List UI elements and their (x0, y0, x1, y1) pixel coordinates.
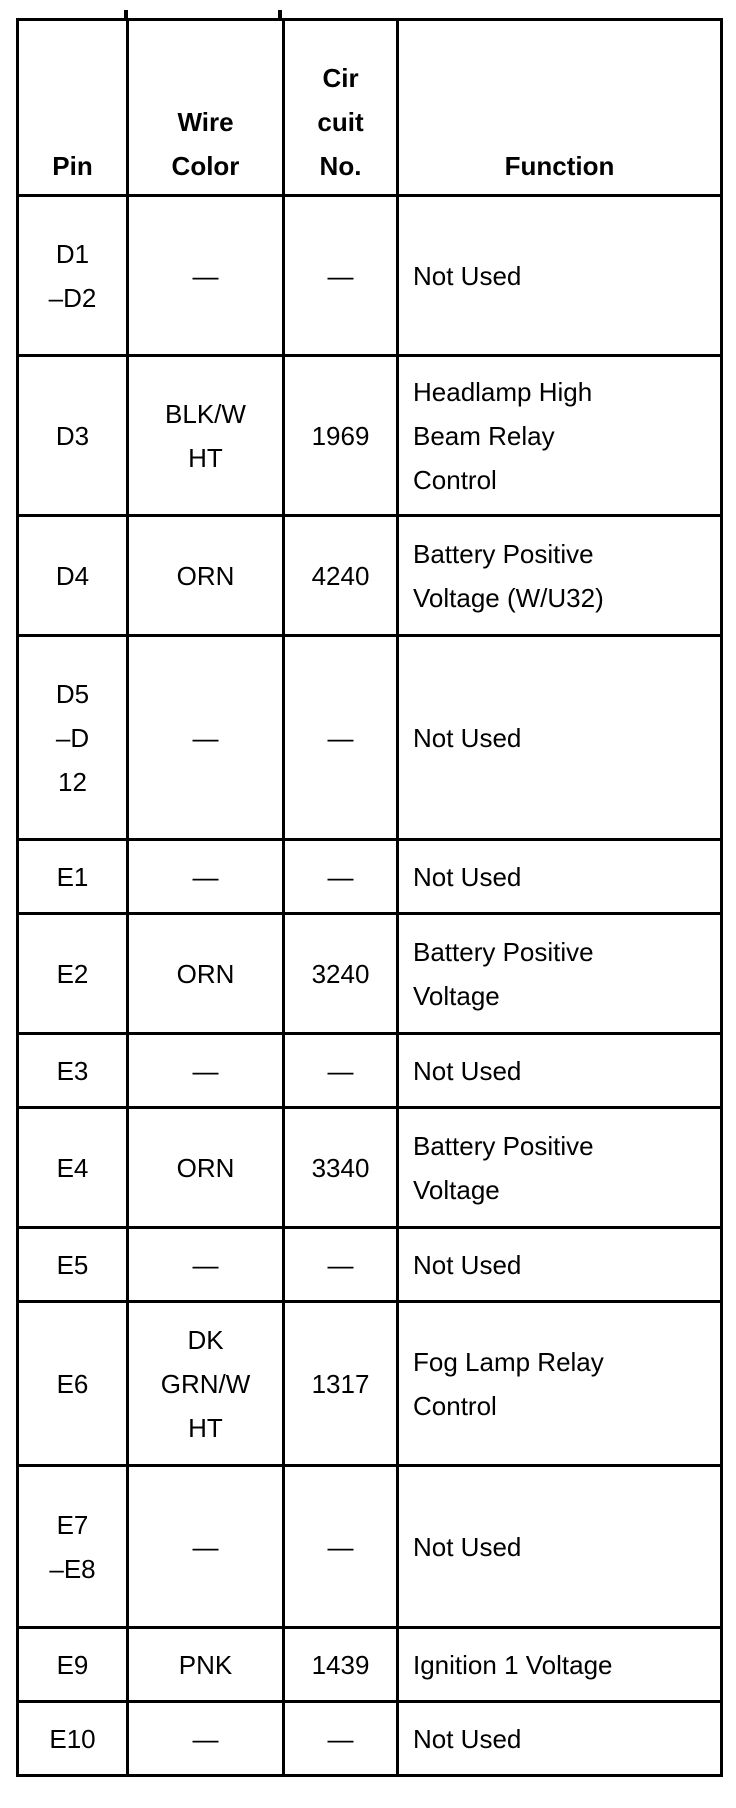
table-row (18, 1302, 722, 1466)
wire-color-cell: ORN (128, 516, 284, 636)
function-cell: Battery Positive Voltage (398, 914, 722, 1034)
circuit-number-cell: 1969 (284, 356, 398, 516)
table-row (18, 196, 722, 356)
wire-color-cell: PNK (128, 1628, 284, 1702)
circuit-number-cell: — (284, 196, 398, 356)
table-row (18, 636, 722, 840)
table-row (18, 914, 722, 1034)
circuit-number-cell: — (284, 1034, 398, 1108)
wire-color-cell: — (128, 840, 284, 914)
circuit-number-cell: 3240 (284, 914, 398, 1034)
circuit-number-cell: 4240 (284, 516, 398, 636)
wire-color-cell: — (128, 1702, 284, 1776)
pin-cell: E7 –E8 (18, 1466, 128, 1628)
function-cell: Not Used (398, 1034, 722, 1108)
pin-cell: E9 (18, 1628, 128, 1702)
function-cell: Not Used (398, 1702, 722, 1776)
header-wire-color: Wire Color (128, 20, 284, 196)
wire-color-cell: DK GRN/W HT (128, 1302, 284, 1466)
pin-cell: E6 (18, 1302, 128, 1466)
circuit-number-cell: — (284, 840, 398, 914)
pin-cell: D5 –D 12 (18, 636, 128, 840)
table-row (18, 1628, 722, 1702)
wire-color-cell: ORN (128, 914, 284, 1034)
wire-color-cell: ORN (128, 1108, 284, 1228)
circuit-number-cell: — (284, 1228, 398, 1302)
pin-cell: E1 (18, 840, 128, 914)
pin-cell: E2 (18, 914, 128, 1034)
function-cell: Not Used (398, 1228, 722, 1302)
function-cell: Not Used (398, 840, 722, 914)
table-row (18, 516, 722, 636)
function-cell: Not Used (398, 196, 722, 356)
table-header-row (18, 20, 722, 196)
pin-cell: D4 (18, 516, 128, 636)
table-row (18, 356, 722, 516)
table-row (18, 1466, 722, 1628)
function-cell: Battery Positive Voltage (398, 1108, 722, 1228)
table-row (18, 1034, 722, 1108)
pin-cell: D3 (18, 356, 128, 516)
circuit-number-cell: 1439 (284, 1628, 398, 1702)
table-row (18, 1108, 722, 1228)
circuit-number-cell: 1317 (284, 1302, 398, 1466)
circuit-number-cell: 3340 (284, 1108, 398, 1228)
table-row (18, 1228, 722, 1302)
wire-color-cell: — (128, 196, 284, 356)
wire-color-cell: — (128, 1228, 284, 1302)
pin-cell: E3 (18, 1034, 128, 1108)
pin-cell: E4 (18, 1108, 128, 1228)
wire-color-cell: — (128, 1034, 284, 1108)
function-cell: Headlamp High Beam Relay Control (398, 356, 722, 516)
pin-cell: E10 (18, 1702, 128, 1776)
wire-color-cell: — (128, 1466, 284, 1628)
circuit-number-cell: — (284, 636, 398, 840)
function-cell: Ignition 1 Voltage (398, 1628, 722, 1702)
pin-cell: E5 (18, 1228, 128, 1302)
header-circuit-no: Cir cuit No. (284, 20, 398, 196)
circuit-number-cell: — (284, 1466, 398, 1628)
pinout-table (16, 18, 723, 1777)
table-row (18, 1702, 722, 1776)
header-function: Function (398, 20, 722, 196)
pin-cell: D1 –D2 (18, 196, 128, 356)
function-cell: Not Used (398, 636, 722, 840)
circuit-number-cell: — (284, 1702, 398, 1776)
wire-color-cell: — (128, 636, 284, 840)
function-cell: Battery Positive Voltage (W/U32) (398, 516, 722, 636)
table-row (18, 840, 722, 914)
header-pin: Pin (18, 20, 128, 196)
function-cell: Not Used (398, 1466, 722, 1628)
function-cell: Fog Lamp Relay Control (398, 1302, 722, 1466)
wire-color-cell: BLK/W HT (128, 356, 284, 516)
